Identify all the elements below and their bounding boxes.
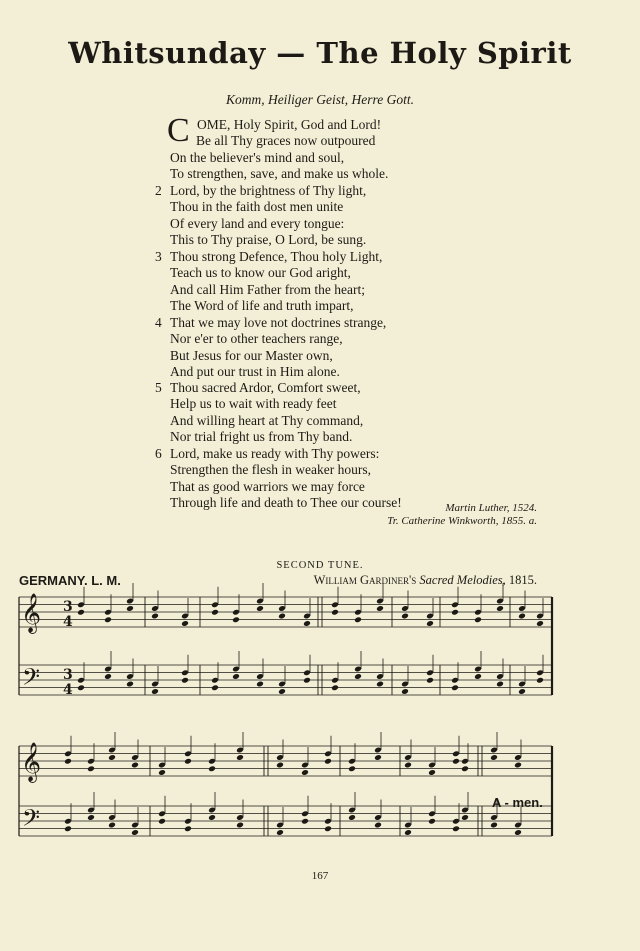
- note-head: [451, 684, 459, 691]
- note-head: [331, 609, 339, 616]
- stanza-number: 4: [155, 315, 162, 330]
- verse-line: The Word of life and truth impart,: [170, 297, 354, 313]
- note-head: [536, 677, 544, 684]
- note-head: [64, 758, 72, 765]
- note-head: [426, 620, 434, 627]
- verse-line: Teach us to know our God aright,: [170, 265, 351, 281]
- note-head: [108, 822, 116, 829]
- note-head: [452, 758, 460, 765]
- verse-line: On the believer's mind and soul,: [170, 149, 345, 165]
- note-head: [158, 818, 166, 825]
- stanza-number: 2: [155, 183, 162, 198]
- page-number: 167: [311, 870, 329, 882]
- verse-line: Nor e'er to other teachers range,: [170, 331, 343, 347]
- note-head: [374, 754, 382, 761]
- verse-line: And put our trust in Him alone.: [170, 363, 340, 379]
- note-head: [428, 769, 436, 776]
- note-head: [303, 677, 311, 684]
- note-head: [404, 762, 412, 769]
- note-head: [87, 814, 95, 821]
- treble-clef-icon: 𝄞: [21, 742, 42, 782]
- note-head: [376, 605, 384, 612]
- verse-line: Nor trial fright us from Thy band.: [170, 428, 353, 444]
- verse-line: That as good warriors we may force: [170, 478, 365, 494]
- note-head: [236, 822, 244, 829]
- note-head: [211, 684, 219, 691]
- note-head: [232, 616, 240, 623]
- note-head: [490, 754, 498, 761]
- verse-line: Thou in the faith dost men unite: [170, 199, 344, 215]
- bass-clef-icon: 𝄢: [22, 663, 41, 696]
- verse-line: OME, Holy Spirit, God and Lord!: [197, 117, 382, 132]
- drop-cap: C: [167, 112, 190, 149]
- note-head: [301, 769, 309, 776]
- note-head: [490, 822, 498, 829]
- note-head: [461, 814, 469, 821]
- verse-line: This to Thy praise, O Lord, be sung.: [170, 231, 367, 247]
- note-head: [426, 677, 434, 684]
- time-signature-top: 3: [63, 599, 73, 615]
- note-head: [131, 829, 139, 836]
- note-head: [404, 829, 412, 836]
- note-head: [256, 605, 264, 612]
- verse-line: Lord, by the brightness of Thy light,: [170, 183, 367, 198]
- time-signature-bottom: 4: [63, 614, 73, 630]
- note-head: [461, 765, 469, 772]
- note-head: [348, 765, 356, 772]
- note-head: [324, 825, 332, 832]
- note-head: [303, 620, 311, 627]
- note-head: [451, 609, 459, 616]
- note-head: [518, 688, 526, 695]
- tune-heading: SECOND TUNE.: [276, 560, 364, 571]
- note-head: [536, 620, 544, 627]
- note-head: [276, 829, 284, 836]
- note-head: [518, 613, 526, 620]
- note-head: [278, 613, 286, 620]
- note-head: [184, 758, 192, 765]
- bass-clef-icon: 𝄢: [22, 804, 41, 837]
- score-notation: [19, 583, 552, 837]
- amen-label: A - men.: [492, 795, 543, 810]
- note-head: [236, 754, 244, 761]
- note-head: [104, 673, 112, 680]
- note-head: [452, 825, 460, 832]
- time-signature-top: 3: [63, 667, 73, 683]
- tune-source-work: Sacred Melodies,: [419, 573, 506, 587]
- note-head: [126, 681, 134, 688]
- verse-line: Help us to wait with ready feet: [170, 396, 337, 412]
- note-head: [126, 605, 134, 612]
- note-head: [181, 677, 189, 684]
- note-head: [232, 673, 240, 680]
- verse-line: Of every land and every tongue:: [170, 215, 345, 231]
- note-head: [324, 758, 332, 765]
- note-head: [211, 609, 219, 616]
- verse-line: Thou strong Defence, Thou holy Light,: [170, 249, 383, 264]
- note-head: [181, 620, 189, 627]
- note-head: [428, 818, 436, 825]
- note-head: [131, 762, 139, 769]
- note-head: [301, 818, 309, 825]
- note-head: [474, 616, 482, 623]
- note-head: [401, 613, 409, 620]
- note-head: [77, 609, 85, 616]
- note-head: [474, 673, 482, 680]
- note-head: [348, 814, 356, 821]
- note-head: [104, 616, 112, 623]
- note-head: [184, 825, 192, 832]
- hymn-author: Martin Luther, 1524.: [445, 502, 537, 514]
- stanza-number: 6: [155, 446, 162, 461]
- time-signature-bottom: 4: [63, 682, 73, 698]
- verse-line: Strengthen the flesh in weaker hours,: [170, 462, 371, 478]
- verse-line: Thou sacred Ardor, Comfort sweet,: [170, 380, 361, 395]
- note-head: [256, 681, 264, 688]
- note-head: [87, 765, 95, 772]
- note-head: [208, 765, 216, 772]
- stanza-number: 5: [155, 380, 162, 395]
- tune-name: GERMANY. L. M.: [19, 573, 121, 588]
- verse-line: And call Him Father from the heart;: [170, 281, 365, 297]
- note-head: [401, 688, 409, 695]
- hymn-translator: Tr. Catherine Winkworth, 1855. a.: [387, 515, 537, 527]
- note-head: [376, 681, 384, 688]
- note-head: [514, 829, 522, 836]
- tune-source-year: 1815.: [508, 573, 537, 587]
- note-head: [374, 822, 382, 829]
- stanza-number: 3: [155, 249, 162, 264]
- note-head: [514, 762, 522, 769]
- verse-line: To strengthen, save, and make us whole.: [170, 165, 389, 181]
- note-head: [354, 616, 362, 623]
- note-head: [496, 605, 504, 612]
- verse-line: Be all Thy graces now outpoured: [196, 133, 376, 149]
- treble-clef-icon: 𝄞: [21, 593, 42, 633]
- note-head: [208, 814, 216, 821]
- note-head: [77, 684, 85, 691]
- verse-line: Lord, make us ready with Thy powers:: [170, 446, 380, 461]
- note-head: [354, 673, 362, 680]
- note-head: [276, 762, 284, 769]
- note-head: [151, 613, 159, 620]
- note-head: [278, 688, 286, 695]
- original-hymn-title: Komm, Heiliger Geist, Herre Gott.: [225, 92, 415, 107]
- note-head: [108, 754, 116, 761]
- verse-line: But Jesus for our Master own,: [170, 347, 333, 363]
- tune-source-author: William Gardiner's: [313, 573, 417, 587]
- verse-line: Through life and death to Thee our course!: [170, 494, 402, 510]
- note-head: [151, 688, 159, 695]
- verse-line: And willing heart at Thy command,: [170, 412, 364, 428]
- page-title: Whitsunday — The Holy Spirit: [68, 36, 572, 70]
- note-head: [158, 769, 166, 776]
- note-head: [331, 684, 339, 691]
- note-head: [496, 681, 504, 688]
- verse-line: That we may love not doctrines strange,: [170, 315, 387, 330]
- note-head: [64, 825, 72, 832]
